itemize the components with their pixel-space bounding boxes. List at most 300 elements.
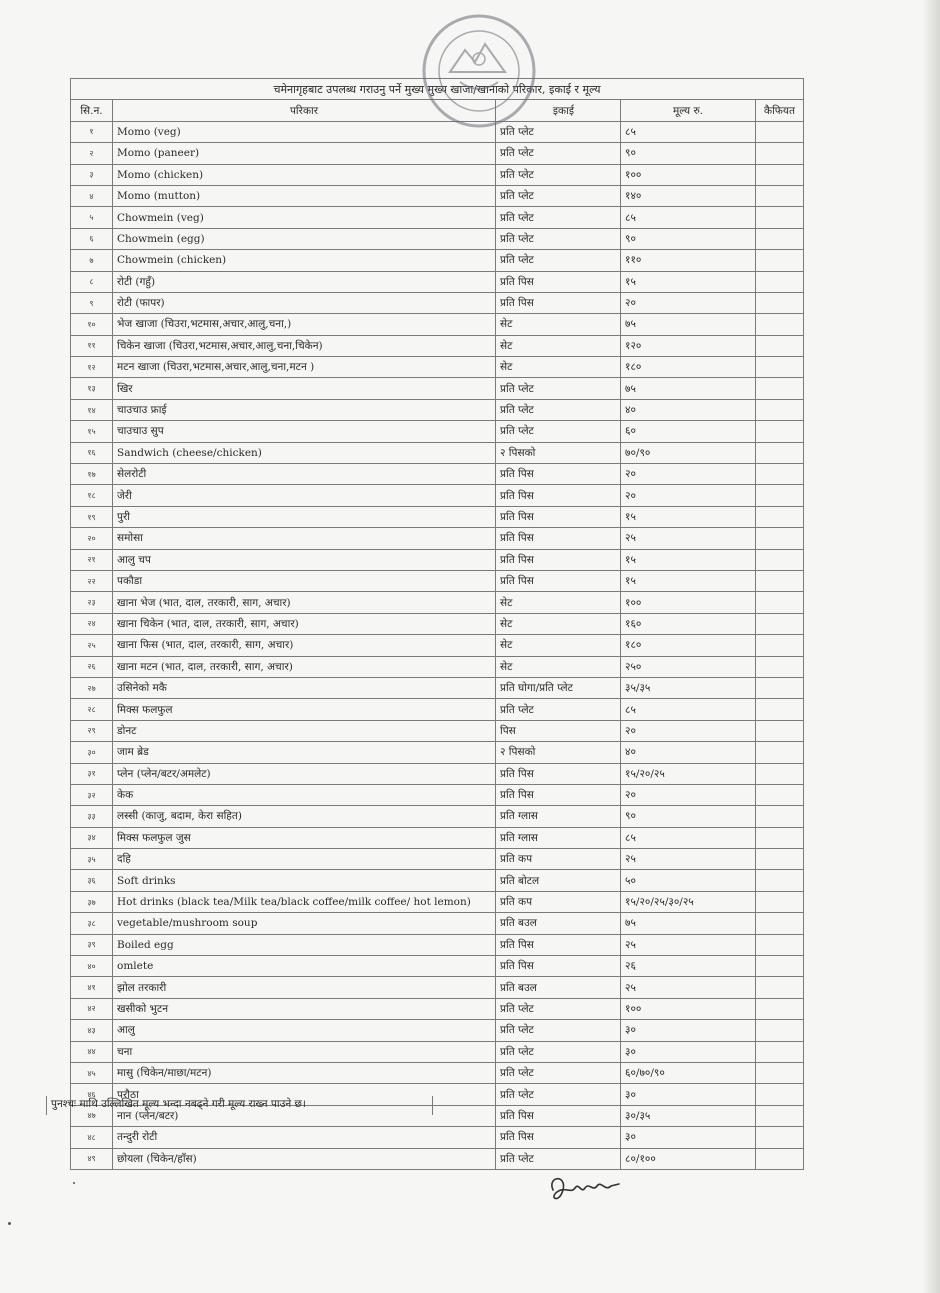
row-serial-number: ३७: [71, 891, 113, 912]
header-serial-number: सि.न.: [71, 100, 113, 121]
table-row: [71, 656, 804, 677]
row-unit: प्रति पिस: [496, 956, 621, 977]
row-serial-number: ४९: [71, 1148, 113, 1169]
row-item: लस्सी (काजु, बदाम, केरा सहित): [113, 806, 496, 827]
row-remarks: [756, 998, 804, 1019]
row-serial-number: ३८: [71, 913, 113, 934]
table-row: [71, 635, 804, 656]
row-item: दहि: [113, 849, 496, 870]
row-item: डोनट: [113, 720, 496, 741]
row-price: ३५/३५: [621, 677, 756, 698]
row-price: ३०: [621, 1127, 756, 1148]
row-price: ९०: [621, 806, 756, 827]
row-remarks: [756, 806, 804, 827]
row-price: २०: [621, 720, 756, 741]
row-price: १८०: [621, 357, 756, 378]
row-unit: सेट: [496, 357, 621, 378]
row-serial-number: ३३: [71, 806, 113, 827]
row-serial-number: ६: [71, 228, 113, 249]
row-serial-number: ३९: [71, 934, 113, 955]
table-row: [71, 742, 804, 763]
row-item: चाउचाउ फ्राई: [113, 399, 496, 420]
row-unit: प्रति प्लेट: [496, 1148, 621, 1169]
row-remarks: [756, 956, 804, 977]
table-row: [71, 998, 804, 1019]
row-serial-number: ४६: [71, 1084, 113, 1105]
row-serial-number: १३: [71, 378, 113, 399]
row-price: २०: [621, 784, 756, 805]
row-serial-number: ३२: [71, 784, 113, 805]
row-price: २०: [621, 464, 756, 485]
row-unit: प्रति पिस: [496, 528, 621, 549]
row-serial-number: २३: [71, 592, 113, 613]
row-price: ८५: [621, 121, 756, 142]
row-remarks: [756, 207, 804, 228]
row-item: उसिनेको मकै: [113, 677, 496, 698]
table-body: [71, 121, 804, 1169]
row-remarks: [756, 399, 804, 420]
table-title: चमेनागृहबाट उपलब्ध गराउनु पर्ने मुख्य मुख्य खाजा/खानाको परिकार, इकाई र मूल्य: [71, 79, 804, 100]
table-row: [71, 314, 804, 335]
row-unit: प्रति पिस: [496, 549, 621, 570]
row-unit: प्रति प्लेट: [496, 228, 621, 249]
row-price: १००: [621, 592, 756, 613]
row-price: १५: [621, 506, 756, 527]
row-item: मटन खाजा (चिउरा,भटमास,अचार,आलु,चना,मटन ): [113, 357, 496, 378]
row-serial-number: ३०: [71, 742, 113, 763]
row-serial-number: २१: [71, 549, 113, 570]
row-serial-number: १: [71, 121, 113, 142]
row-unit: प्रति बउल: [496, 977, 621, 998]
row-price: ८५: [621, 699, 756, 720]
row-remarks: [756, 271, 804, 292]
row-price: १४०: [621, 185, 756, 206]
table-row: [71, 1062, 804, 1083]
table-row: [71, 1127, 804, 1148]
row-item: जाम ब्रेड: [113, 742, 496, 763]
row-item: झोल तरकारी: [113, 977, 496, 998]
row-item: मिक्स फलफुल: [113, 699, 496, 720]
row-serial-number: ३१: [71, 763, 113, 784]
row-unit: २ पिसको: [496, 442, 621, 463]
table-row: [71, 164, 804, 185]
row-remarks: [756, 913, 804, 934]
row-serial-number: ३६: [71, 870, 113, 891]
table-row: [71, 677, 804, 698]
row-price: ९०: [621, 228, 756, 249]
row-serial-number: ४: [71, 185, 113, 206]
table-row: [71, 613, 804, 634]
row-item: Momo (chicken): [113, 164, 496, 185]
row-serial-number: ३५: [71, 849, 113, 870]
row-price: २६: [621, 956, 756, 977]
row-item: Soft drinks: [113, 870, 496, 891]
row-unit: प्रति पिस: [496, 464, 621, 485]
table-row: [71, 378, 804, 399]
row-remarks: [756, 464, 804, 485]
row-unit: प्रति प्लेट: [496, 1020, 621, 1041]
scan-speck: [8, 1222, 11, 1225]
row-price: ७५: [621, 314, 756, 335]
row-price: १५: [621, 271, 756, 292]
row-price: ७५: [621, 913, 756, 934]
row-unit: प्रति पिस: [496, 271, 621, 292]
table-row: [71, 934, 804, 955]
row-price: १५: [621, 570, 756, 591]
table-row: [71, 913, 804, 934]
table-row: [71, 891, 804, 912]
row-remarks: [756, 1062, 804, 1083]
row-item: चाउचाउ सुप: [113, 421, 496, 442]
row-item: प्लेन (प्लेन/बटर/अमलेट): [113, 763, 496, 784]
footnote: पुनश्चः माथि उल्लिखित मूल्य भन्दा नबढ्ने गरी मूल्य राख्न पाउने छ।: [46, 1096, 433, 1115]
table-row: [71, 549, 804, 570]
row-serial-number: १८: [71, 485, 113, 506]
header-remarks: कैफियत: [756, 100, 804, 121]
row-remarks: [756, 763, 804, 784]
row-item: सेलरोटी: [113, 464, 496, 485]
row-serial-number: ४५: [71, 1062, 113, 1083]
row-remarks: [756, 357, 804, 378]
row-unit: प्रति प्लेट: [496, 164, 621, 185]
row-item: पुरी: [113, 506, 496, 527]
row-serial-number: २६: [71, 656, 113, 677]
row-serial-number: ८: [71, 271, 113, 292]
row-price: ९०: [621, 143, 756, 164]
row-remarks: [756, 870, 804, 891]
table-row: [71, 1020, 804, 1041]
row-remarks: [756, 827, 804, 848]
row-item: खाना भेज (भात, दाल, तरकारी, साग, अचार): [113, 592, 496, 613]
row-serial-number: २२: [71, 570, 113, 591]
row-serial-number: ७: [71, 250, 113, 271]
row-remarks: [756, 378, 804, 399]
row-item: Momo (paneer): [113, 143, 496, 164]
row-price: २०: [621, 485, 756, 506]
row-price: २५: [621, 849, 756, 870]
row-remarks: [756, 613, 804, 634]
row-serial-number: २: [71, 143, 113, 164]
row-remarks: [756, 934, 804, 955]
row-unit: प्रति प्लेट: [496, 421, 621, 442]
table-row: [71, 977, 804, 998]
row-price: १५/२०/२५: [621, 763, 756, 784]
row-item: खाना फिस (भात, दाल, तरकारी, साग, अचार): [113, 635, 496, 656]
table-row: [71, 1041, 804, 1062]
row-unit: प्रति कप: [496, 891, 621, 912]
row-price: २५०: [621, 656, 756, 677]
scan-speck: [73, 1182, 75, 1184]
row-unit: सेट: [496, 314, 621, 335]
table-row: [71, 442, 804, 463]
table-row: [71, 720, 804, 741]
row-unit: प्रति पिस: [496, 506, 621, 527]
table-row: [71, 570, 804, 591]
table-row: [71, 464, 804, 485]
row-item: खाना मटन (भात, दाल, तरकारी, साग, अचार): [113, 656, 496, 677]
row-serial-number: २७: [71, 677, 113, 698]
row-item: आलु: [113, 1020, 496, 1041]
table-row: [71, 592, 804, 613]
row-remarks: [756, 143, 804, 164]
row-item: खसीको भुटन: [113, 998, 496, 1019]
row-remarks: [756, 720, 804, 741]
row-unit: प्रति प्लेट: [496, 378, 621, 399]
row-unit: प्रति कप: [496, 849, 621, 870]
row-serial-number: १२: [71, 357, 113, 378]
row-unit: सेट: [496, 635, 621, 656]
row-unit: प्रति पिस: [496, 485, 621, 506]
row-remarks: [756, 485, 804, 506]
row-unit: प्रति पिस: [496, 934, 621, 955]
row-serial-number: २८: [71, 699, 113, 720]
row-serial-number: २९: [71, 720, 113, 741]
row-serial-number: २०: [71, 528, 113, 549]
row-unit: सेट: [496, 613, 621, 634]
row-price: ५०: [621, 870, 756, 891]
row-serial-number: ३: [71, 164, 113, 185]
row-unit: प्रति प्लेट: [496, 1041, 621, 1062]
row-unit: सेट: [496, 335, 621, 356]
row-serial-number: ३४: [71, 827, 113, 848]
table-row: [71, 335, 804, 356]
row-remarks: [756, 250, 804, 271]
handwritten-signature: [545, 1168, 625, 1208]
row-remarks: [756, 506, 804, 527]
table-row: [71, 806, 804, 827]
row-item: Chowmein (egg): [113, 228, 496, 249]
row-item: Momo (veg): [113, 121, 496, 142]
row-remarks: [756, 292, 804, 313]
row-price: ११०: [621, 250, 756, 271]
table-row: [71, 228, 804, 249]
row-price: ३०: [621, 1084, 756, 1105]
row-unit: प्रति प्लेट: [496, 699, 621, 720]
table-row: [71, 421, 804, 442]
row-item: चिकेन खाजा (चिउरा,भटमास,अचार,आलु,चना,चिकेन): [113, 335, 496, 356]
row-remarks: [756, 592, 804, 613]
row-unit: प्रति पिस: [496, 763, 621, 784]
row-serial-number: ४१: [71, 977, 113, 998]
row-serial-number: ११: [71, 335, 113, 356]
row-remarks: [756, 549, 804, 570]
row-unit: सेट: [496, 592, 621, 613]
row-remarks: [756, 228, 804, 249]
row-item: Momo (mutton): [113, 185, 496, 206]
row-item: पकौडा: [113, 570, 496, 591]
row-remarks: [756, 1020, 804, 1041]
row-unit: प्रति ग्लास: [496, 806, 621, 827]
row-item: भेज खाजा (चिउरा,भटमास,अचार,आलु,चना,): [113, 314, 496, 335]
row-serial-number: ४०: [71, 956, 113, 977]
row-price: ८५: [621, 827, 756, 848]
table-row: [71, 784, 804, 805]
row-price: ७५: [621, 378, 756, 399]
table-row: [71, 271, 804, 292]
row-price: २०: [621, 292, 756, 313]
row-item: Chowmein (chicken): [113, 250, 496, 271]
page-edge-shadow: [922, 0, 940, 1293]
row-remarks: [756, 742, 804, 763]
row-item: Sandwich (cheese/chicken): [113, 442, 496, 463]
row-serial-number: ४८: [71, 1127, 113, 1148]
row-item: Hot drinks (black tea/Milk tea/black coffee/milk coffee/ hot lemon): [113, 891, 496, 912]
row-item: vegetable/mushroom soup: [113, 913, 496, 934]
row-unit: प्रति प्लेट: [496, 185, 621, 206]
row-remarks: [756, 570, 804, 591]
row-serial-number: २५: [71, 635, 113, 656]
table-row: [71, 399, 804, 420]
row-unit: प्रति प्लेट: [496, 207, 621, 228]
row-unit: प्रति पिस: [496, 570, 621, 591]
row-item: omlete: [113, 956, 496, 977]
row-item: जेरी: [113, 485, 496, 506]
row-item: परौठा: [113, 1084, 496, 1105]
row-price: १००: [621, 998, 756, 1019]
official-seal-stamp: [420, 12, 538, 130]
row-price: १२०: [621, 335, 756, 356]
row-price: ६०/७०/९०: [621, 1062, 756, 1083]
row-serial-number: २४: [71, 613, 113, 634]
row-remarks: [756, 314, 804, 335]
table-row: [71, 250, 804, 271]
row-unit: प्रति प्लेट: [496, 143, 621, 164]
row-remarks: [756, 699, 804, 720]
row-price: १६०: [621, 613, 756, 634]
row-serial-number: १७: [71, 464, 113, 485]
row-unit: २ पिसको: [496, 742, 621, 763]
row-serial-number: १४: [71, 399, 113, 420]
table-row: [71, 827, 804, 848]
row-item: Chowmein (veg): [113, 207, 496, 228]
row-remarks: [756, 164, 804, 185]
row-unit: प्रति प्लेट: [496, 998, 621, 1019]
row-serial-number: ९: [71, 292, 113, 313]
header-unit: इकाई: [496, 100, 621, 121]
row-item: मासु (चिकेन/माछा/मटन): [113, 1062, 496, 1083]
row-remarks: [756, 784, 804, 805]
table-row: [71, 506, 804, 527]
row-item: आलु चप: [113, 549, 496, 570]
table-row: [71, 207, 804, 228]
row-unit: सेट: [496, 656, 621, 677]
table-row: [71, 1148, 804, 1169]
row-remarks: [756, 1105, 804, 1126]
row-remarks: [756, 121, 804, 142]
row-serial-number: ४२: [71, 998, 113, 1019]
price-table: [70, 78, 804, 1170]
table-row: [71, 956, 804, 977]
row-serial-number: ४७: [71, 1105, 113, 1126]
row-unit: प्रति पिस: [496, 784, 621, 805]
row-remarks: [756, 528, 804, 549]
table-row: [71, 357, 804, 378]
row-price: ३०/३५: [621, 1105, 756, 1126]
row-remarks: [756, 1127, 804, 1148]
row-remarks: [756, 635, 804, 656]
row-unit: प्रति ग्लास: [496, 827, 621, 848]
row-unit: प्रति पिस: [496, 292, 621, 313]
row-price: २५: [621, 528, 756, 549]
row-remarks: [756, 677, 804, 698]
row-item: रोटी (फापर): [113, 292, 496, 313]
table-row: [71, 699, 804, 720]
row-price: ४०: [621, 742, 756, 763]
row-remarks: [756, 1041, 804, 1062]
row-serial-number: ४३: [71, 1020, 113, 1041]
row-remarks: [756, 185, 804, 206]
row-remarks: [756, 1084, 804, 1105]
row-remarks: [756, 891, 804, 912]
table-row: [71, 870, 804, 891]
row-unit: प्रति पिस: [496, 1127, 621, 1148]
row-price: ३०: [621, 1020, 756, 1041]
row-item: रोटी (गहुँ): [113, 271, 496, 292]
table-row: [71, 292, 804, 313]
header-price: मूल्य रु.: [621, 100, 756, 121]
table-row: [71, 763, 804, 784]
row-unit: प्रति प्लेट: [496, 1062, 621, 1083]
row-price: २५: [621, 977, 756, 998]
row-price: १००: [621, 164, 756, 185]
row-price: ४०: [621, 399, 756, 420]
row-unit: प्रति प्लेट: [496, 1084, 621, 1105]
row-item: केक: [113, 784, 496, 805]
row-item: मिक्स फलफुल जुस: [113, 827, 496, 848]
price-list-sheet: [70, 78, 803, 1170]
row-price: २५: [621, 934, 756, 955]
row-remarks: [756, 849, 804, 870]
row-item: छोयला (चिकेन/हाँस): [113, 1148, 496, 1169]
row-item: खिर: [113, 378, 496, 399]
row-serial-number: १९: [71, 506, 113, 527]
table-row: [71, 528, 804, 549]
row-unit: प्रति बउल: [496, 913, 621, 934]
row-remarks: [756, 335, 804, 356]
row-serial-number: १०: [71, 314, 113, 335]
row-price: १८०: [621, 635, 756, 656]
row-price: ७०/९०: [621, 442, 756, 463]
row-item: चना: [113, 1041, 496, 1062]
row-unit: प्रति प्लेट: [496, 121, 621, 142]
row-serial-number: १६: [71, 442, 113, 463]
row-item: समोसा: [113, 528, 496, 549]
row-unit: प्रति बोटल: [496, 870, 621, 891]
table-row: [71, 143, 804, 164]
row-item: तन्दुरी रोटी: [113, 1127, 496, 1148]
row-price: ८०/१००: [621, 1148, 756, 1169]
row-remarks: [756, 977, 804, 998]
row-serial-number: ५: [71, 207, 113, 228]
row-remarks: [756, 1148, 804, 1169]
row-unit: पिस: [496, 720, 621, 741]
row-price: ३०: [621, 1041, 756, 1062]
row-price: १५: [621, 549, 756, 570]
row-item: खाना चिकेन (भात, दाल, तरकारी, साग, अचार): [113, 613, 496, 634]
row-item: Boiled egg: [113, 934, 496, 955]
row-unit: प्रति प्लेट: [496, 250, 621, 271]
row-serial-number: १५: [71, 421, 113, 442]
row-price: ६०: [621, 421, 756, 442]
row-item: नान (प्लेन/बटर): [113, 1105, 496, 1126]
row-unit: प्रति प्लेट: [496, 399, 621, 420]
row-unit: प्रति पिस: [496, 1105, 621, 1126]
row-unit: प्रति घोगा/प्रति प्लेट: [496, 677, 621, 698]
row-price: ८५: [621, 207, 756, 228]
row-remarks: [756, 421, 804, 442]
row-remarks: [756, 442, 804, 463]
table-row: [71, 185, 804, 206]
